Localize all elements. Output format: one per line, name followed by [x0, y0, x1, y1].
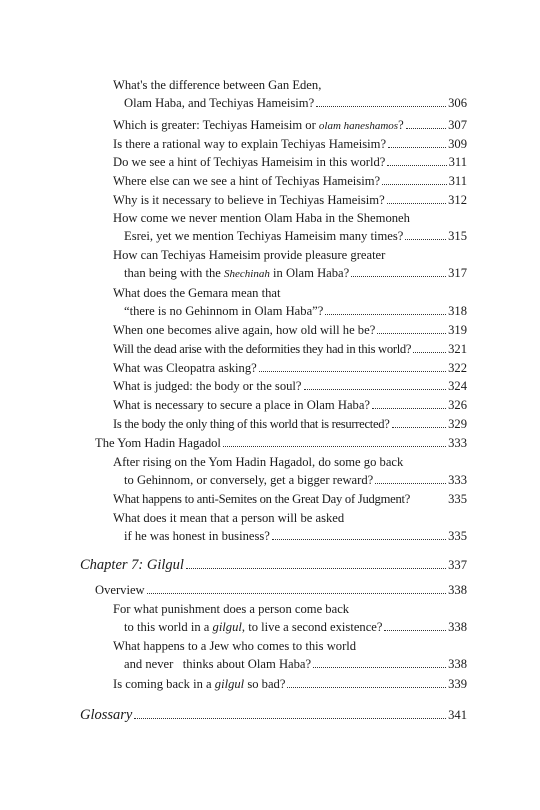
toc-entry-title-line: For what punishment does a person come back — [113, 602, 350, 616]
toc-entry-title: Esrei, yet we mention Techiyas Hameisim many times? — [124, 229, 404, 243]
toc-entry-title-line: What happens to a Jew who comes to this world — [113, 639, 357, 653]
toc-entry-title: The Yom Hadin Hagadol — [95, 436, 221, 450]
toc-entry-row — [124, 529, 467, 544]
toc-entry-title: Olam Haba, and Techiyas Hameisim? — [124, 96, 315, 110]
toc-entry-row — [113, 193, 467, 208]
toc-entry-row — [124, 473, 467, 488]
toc-page-number: 329 — [448, 417, 467, 431]
toc-chapter-title: Glossary — [80, 707, 133, 723]
toc-entry-title: Where else can we see a hint of Techiyas Hameisim? — [113, 174, 381, 188]
toc-entry-title: Will the dead arise with the deformities they had in this world? — [113, 342, 412, 356]
toc-page-number: 338 — [448, 583, 467, 597]
toc-entry-title: Why is it necessary to believe in Techiyas Hameisim? — [113, 193, 385, 207]
toc-entry-row — [113, 174, 467, 189]
toc-entry-title-line: How come we never mention Olam Haba in the Shemoneh — [113, 211, 410, 225]
toc-page-number: 311 — [448, 155, 467, 169]
toc-page-number: 319 — [448, 323, 467, 337]
toc-entry-row — [113, 417, 467, 432]
toc-entry-row — [113, 677, 467, 692]
toc-entry-row — [95, 436, 467, 451]
toc-entry-title: and never thinks about Olam Haba? — [124, 657, 312, 671]
toc-page-number: 306 — [448, 96, 467, 110]
toc-chapter-title: Chapter 7: Gilgul — [80, 557, 184, 573]
toc-entry-row — [113, 379, 467, 394]
toc-entry-title: What was Cleopatra asking? — [113, 361, 257, 375]
toc-entry-row — [113, 118, 467, 134]
toc-page-number: 324 — [448, 379, 467, 393]
toc-entry-row — [113, 155, 467, 170]
toc-entry-row — [113, 323, 467, 338]
toc-entry-row — [124, 266, 467, 282]
toc-page-number: 311 — [448, 174, 467, 188]
toc-page-number: 312 — [448, 193, 467, 207]
toc-page-number: 339 — [448, 677, 467, 691]
toc-page-number: 307 — [448, 118, 467, 132]
toc-page-number: 315 — [448, 229, 467, 243]
toc-page-number: 333 — [448, 473, 467, 487]
toc-entry-title: What happens to anti-Semites on the Great Day of Judgment? — [113, 492, 411, 506]
toc-entry-row — [124, 96, 467, 111]
toc-entry-title: Which is greater: Techiyas Hameisim or olam haneshamos? — [113, 118, 404, 132]
toc-entry-title-line: What does it mean that a person will be asked — [113, 511, 345, 525]
toc-entry-row — [124, 304, 467, 319]
toc-entry-row — [95, 583, 467, 598]
toc-page-number: 338 — [448, 657, 467, 671]
toc-page-number: 341 — [448, 708, 467, 722]
toc-page-number: 337 — [448, 558, 467, 572]
toc-entry-title: What is judged: the body or the soul? — [113, 379, 302, 393]
toc-page-number: 322 — [448, 361, 467, 375]
toc-entry-row — [113, 361, 467, 376]
toc-entry-row — [124, 657, 467, 672]
toc-entry-title: Is there a rational way to explain Techiyas Hameisim? — [113, 137, 387, 151]
toc-entry-row — [113, 492, 467, 507]
toc-page-number: 338 — [448, 620, 467, 634]
toc-entry-title: if he was honest in business? — [124, 529, 270, 543]
toc-entry-row — [124, 229, 467, 244]
toc-entry-title-line: What does the Gemara mean that — [113, 286, 281, 300]
toc-entry-row — [113, 398, 467, 413]
toc-entry-row — [113, 342, 467, 357]
toc-entry-title: to Gehinnom, or conversely, get a bigger reward? — [124, 473, 374, 487]
toc-page-number: 309 — [448, 137, 467, 151]
toc-entry-title-line: After rising on the Yom Hadin Hagadol, do some go back — [113, 455, 404, 469]
toc-entry-title: than being with the Shechinah in Olam Haba? — [124, 266, 350, 280]
toc-chapter-row — [80, 708, 467, 723]
toc-entry-title: Is the body the only thing of this world that is resurrected? — [113, 417, 390, 431]
toc-entry-title-line: How can Techiyas Hameisim provide pleasure greater — [113, 248, 386, 262]
toc-page-number: 335 — [448, 529, 467, 543]
toc-entry-title: Is coming back in a gilgul so bad? — [113, 677, 286, 691]
toc-page-number: 335 — [448, 492, 467, 506]
toc-entry-title: Do we see a hint of Techiyas Hameisim in this world? — [113, 155, 386, 169]
toc-page-number: 317 — [448, 266, 467, 280]
toc-page-number: 333 — [448, 436, 467, 450]
toc-entry-title: When one becomes alive again, how old will he be? — [113, 323, 376, 337]
toc-entry-title: “there is no Gehinnom in Olam Haba”? — [124, 304, 324, 318]
toc-entry-title: to this world in a gilgul, to live a second existence? — [124, 620, 383, 634]
toc-entry-title-line: What's the difference between Gan Eden, — [113, 78, 322, 92]
toc-chapter-row — [80, 558, 467, 573]
toc-page-number: 318 — [448, 304, 467, 318]
toc-entry-row — [113, 137, 467, 152]
toc-entry-title: Overview — [95, 583, 145, 597]
toc-entry-row — [124, 620, 467, 635]
toc-page-number: 326 — [448, 398, 467, 412]
toc-page-number: 321 — [448, 342, 467, 356]
toc-entry-title: What is necessary to secure a place in Olam Haba? — [113, 398, 371, 412]
